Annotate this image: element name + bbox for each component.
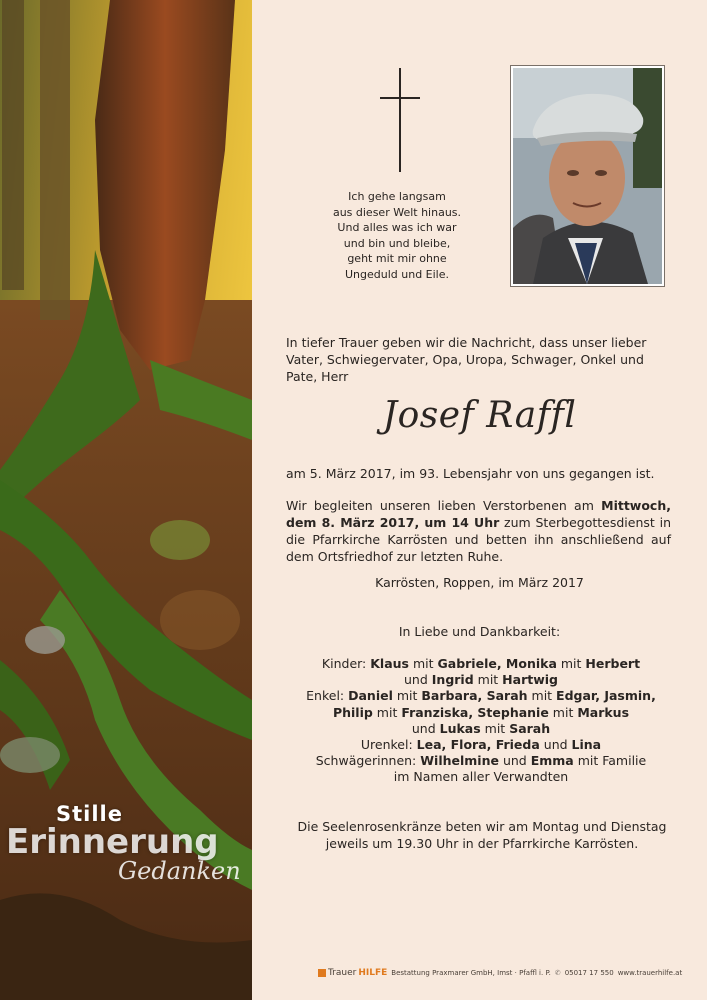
erinnerung-text: Erinnerung [6,822,219,862]
family-text: mit [480,720,510,736]
family-text: im Namen aller Verwandten [393,769,569,785]
poem [322,189,472,282]
logo-icon [318,969,326,977]
poem-line: Ungeduld und Eile. [344,267,449,281]
family-text: und [498,753,531,769]
family-name: Philip [332,704,373,720]
family-name: Daniel [348,688,393,704]
family-list [296,656,666,786]
service-text-part: zum Sterbegottesdienst in die Pfarrkirche Karrösten und betten ihn anschließend auf dem Ortsfriedhof zur letzten Ruhe. [286,515,671,564]
family-name: Lea, Flora, Frieda [416,737,540,753]
family-text: mit [372,704,402,720]
family-text: mit [409,656,438,671]
family-name: Sarah [509,720,551,736]
family-text: Enkel: [306,688,349,704]
portrait-photo [511,66,664,286]
service-text [286,497,671,565]
intro-text: In tiefer Trauer geben wir die Nachricht, dass unser lieber Vater, Schwiegervater, Opa, Uropa, Schwager, Onkel und Pate, Herr [286,335,647,384]
forest-background-image [0,0,252,1000]
poem-line: aus dieser Welt hinaus. [332,205,462,219]
brand-trauer: Trauer [328,968,357,978]
family-name: Herbert [585,656,641,671]
family-line [296,688,666,704]
gedanken-text: Gedanken [118,857,241,885]
family-name: Ingrid [431,672,474,688]
family-text: mit [473,672,503,688]
poem-line: geht mit mir ohne [347,252,447,265]
family-text: mit [392,688,422,704]
obituary-panel [252,0,707,1000]
poem-line: Ich gehe langsam [348,190,446,203]
family-name: Edgar, Jasmin, [556,688,656,704]
family-text: Kinder: [321,656,371,671]
family-line [296,672,666,688]
family-text: mit [527,688,557,704]
family-line [296,656,666,672]
place-date: Karrösten, Roppen, im März 2017 [375,575,584,590]
brand-hilfe: HILFE [358,968,388,978]
family-text: und [404,672,432,688]
family-name: Klaus [370,656,409,671]
family-text: mit [548,704,578,720]
service-text-part: Wir begleiten unseren lieben Verstorbenen am [286,498,602,513]
footer-phone: 05017 17 550 [564,969,614,977]
family-name: Franziska, Stephanie [401,704,549,720]
family-name: Lukas [439,720,481,736]
family-text: Schwägerinnen: [315,753,421,769]
footer-company: Bestattung Praxmarer GmbH, Imst · Pfaffl i. P. [391,969,551,977]
family-name: Emma [530,753,574,769]
poem-line: Und alles was ich war [337,221,457,234]
family-name: Lina [571,737,602,753]
poem-line: und bin und bleibe, [343,236,451,250]
family-line [296,705,666,721]
death-date-text: am 5. März 2017, im 93. Lebensjahr von uns gegangen ist. [286,466,655,481]
family-text: und [539,737,572,753]
family-line [296,721,666,737]
footer-web: www.trauerhilfe.at [617,969,683,977]
deceased-name: Josef Raffl [382,395,577,436]
rosary-text: Die Seelenrosenkränze beten wir am Montag und Dienstag jeweils um 19.30 Uhr in der Pfarrkirche Karrösten. [297,819,667,851]
trauerhilfe-logo [318,968,387,978]
phone-icon: ✆ [554,969,561,977]
family-name: Wilhelmine [420,753,499,769]
family-name: Markus [577,704,630,720]
stille-text: Stille [56,802,124,826]
family-name: Gabriele, Monika [437,656,557,671]
family-line [296,737,666,753]
footer [318,968,682,978]
family-text: Urenkel: [360,737,417,753]
service-date: Mittwoch, dem 8. März 2017, um 14 Uhr [286,498,671,530]
love-heading: In Liebe und Dankbarkeit: [398,624,561,639]
family-text: mit [556,656,586,671]
cross-icon [380,68,420,172]
family-text: und [411,720,440,736]
family-line [296,753,666,769]
family-line [296,769,666,785]
family-text: mit Familie [573,753,647,769]
family-name: Hartwig [502,672,558,688]
family-name: Barbara, Sarah [421,688,528,704]
